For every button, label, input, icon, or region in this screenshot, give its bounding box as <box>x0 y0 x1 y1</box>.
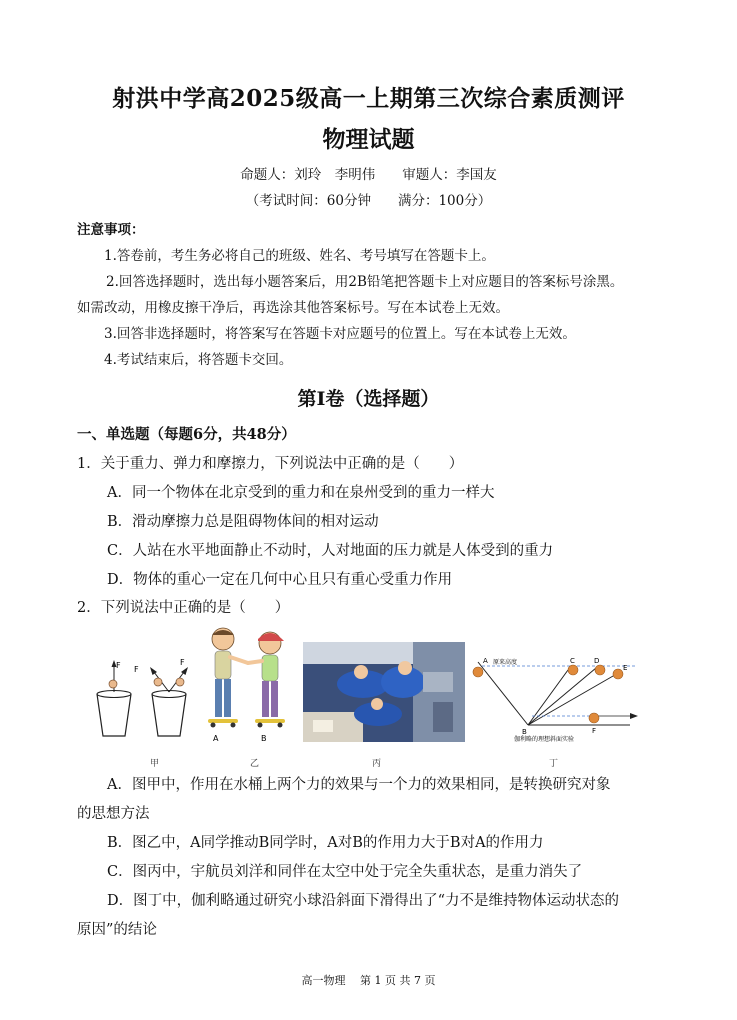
question-2-option-c: C．图丙中，宇航员刘洋和同伴在太空中处于完全失重状态，是重力消失了 <box>107 864 583 880</box>
incline-note-height: 原来高度 <box>493 659 518 666</box>
question-1-option-a: A．同一个物体在北京受到的重力和在泉州受到的重力一样大 <box>107 485 495 501</box>
student-label-b: B <box>261 734 267 743</box>
notes-heading: 注意事项： <box>77 222 145 238</box>
note-item: 4.考试结束后，将答题卡交回。 <box>104 352 293 368</box>
figure-ding-galileo-incline <box>470 650 652 742</box>
question-2-option-a: A．图甲中，作用在水桶上两个力的效果与一个力的效果相同，是转换研究对象 <box>107 777 611 793</box>
figure-caption-yi: 乙 <box>250 759 260 769</box>
figure-caption-bing: 丙 <box>372 759 382 769</box>
note-item: 1.答卷前，考生务必将自己的班级、姓名、考号填写在答题卡上。 <box>104 248 495 264</box>
incline-label: C <box>570 657 575 665</box>
student-label-a: A <box>213 734 219 743</box>
exam-title: 射洪中学高2025级高一上期第三次综合素质测评 <box>112 85 625 112</box>
force-label: F <box>134 665 139 674</box>
question-2-option-a-cont: 的思想方法 <box>77 806 150 822</box>
incline-label: E <box>623 664 628 672</box>
incline-note-caption: 伽利略的理想斜面实验 <box>514 736 575 742</box>
force-label: F <box>180 658 185 667</box>
incline-label: B <box>522 728 527 736</box>
incline-label: F <box>592 727 597 735</box>
authors-line: 命题人：刘玲 李明伟 审题人：李国友 <box>240 167 497 183</box>
figure-yi-students <box>198 625 294 745</box>
force-label: F <box>116 661 121 670</box>
figure-caption-ding: 丁 <box>549 759 559 769</box>
incline-label: D <box>594 657 600 665</box>
exam-info: （考试时间：60分钟 满分：100分） <box>245 193 492 209</box>
question-1-option-b: B．滑动摩擦力总是阻碍物体间的相对运动 <box>107 514 379 530</box>
page-footer: 高一物理 第 1 页 共 7 页 <box>301 974 436 987</box>
note-item: 2.回答选择题时，选出每小题答案后，用2B铅笔把答题卡上对应题目的答案标号涂黑。 <box>106 274 624 290</box>
subject-title: 物理试题 <box>322 126 415 153</box>
question-2-option-b: B．图乙中，A同学推动B同学时，A对B的作用力大于B对A的作用力 <box>107 835 544 851</box>
figure-jia-buckets <box>92 652 192 742</box>
question-2-option-d: D．图丁中，伽利略通过研究小球沿斜面下滑得出了“力不是维持物体运动状态的 <box>107 893 620 909</box>
figure-bing-astronauts-photo <box>303 642 465 742</box>
question-1-option-c: C．人站在水平地面静止不动时，人对地面的压力就是人体受到的重力 <box>107 543 554 559</box>
question-1-stem: 1．关于重力、弹力和摩擦力，下列说法中正确的是（ ） <box>77 456 464 472</box>
part-title: 一、单选题（每题6分，共48分） <box>77 426 296 443</box>
incline-label: A <box>483 657 488 665</box>
note-item: 如需改动，用橡皮擦干净后，再选涂其他答案标号。写在本试卷上无效。 <box>77 300 509 316</box>
question-2-option-d-cont: 原因”的结论 <box>77 922 157 938</box>
section-title: 第Ⅰ卷（选择题） <box>297 388 440 410</box>
figure-caption-jia: 甲 <box>150 759 160 769</box>
question-2-stem: 2．下列说法中正确的是（ ） <box>77 600 290 616</box>
question-1-option-d: D．物体的重心一定在几何中心且只有重心受重力作用 <box>107 572 453 588</box>
note-item: 3.回答非选择题时，将答案写在答题卡对应题号的位置上。写在本试卷上无效。 <box>104 326 576 342</box>
